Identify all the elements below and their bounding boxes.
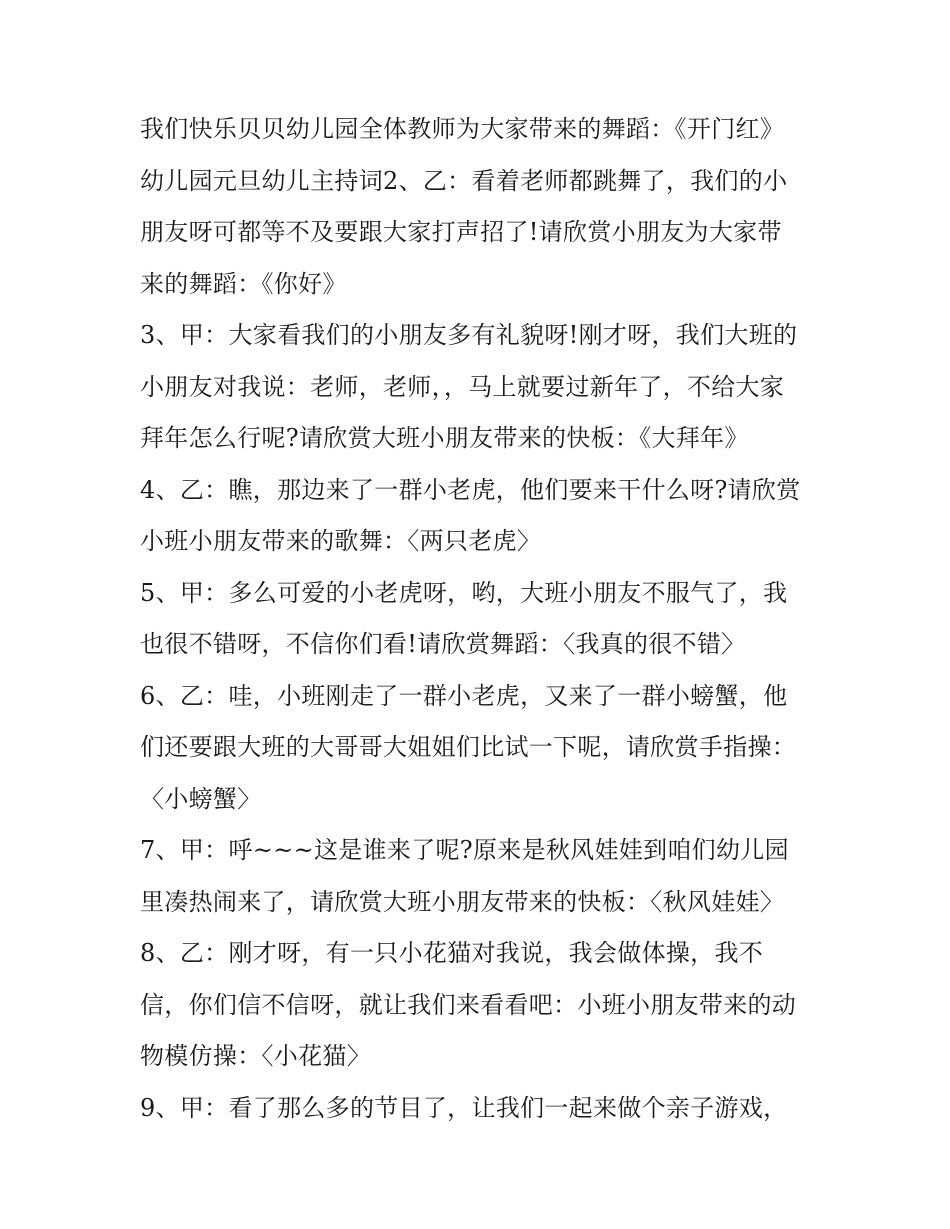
text-line: 物模仿操：〈小花猫〉: [140, 1042, 371, 1070]
text-line: 朋友呀可都等不及要跟大家打声招了!请欣赏小朋友为大家带: [140, 218, 782, 246]
document-body-text: [140, 104, 840, 1134]
text-line: 8、乙：刚才呀，有一只小花猫对我说，我会做体操，我不: [140, 939, 764, 967]
text-line: 幼儿园元旦幼儿主持词2、乙：看着老师都跳舞了，我们的小: [140, 166, 788, 195]
text-line: 7、甲：呼~~~这是谁来了呢?原来是秋风娃娃到咱们幼儿园: [140, 836, 789, 864]
text-line: 9、甲：看了那么多的节目了，让我们一起来做个亲子游戏，: [140, 1093, 788, 1122]
text-line: 6、乙：哇，小班刚走了一群小老虎，又来了一群小螃蟹，他: [140, 681, 788, 710]
text-line: 来的舞蹈：《你好》: [140, 269, 347, 298]
text-line: 小班小朋友带来的歌舞：〈两只老虎〉: [140, 527, 542, 555]
text-line: 5、甲：多么可爱的小老虎呀，哟，大班小朋友不服气了，我: [140, 578, 788, 607]
text-line: 〈小螃蟹〉: [140, 784, 262, 813]
text-line: 也很不错呀，不信你们看!请欣赏舞蹈：〈我真的很不错〉: [140, 630, 746, 658]
text-line: 们还要跟大班的大哥哥大姐姐们比试一下呢，请欣赏手指操：: [140, 733, 797, 761]
text-line: 拜年怎么行呢?请欣赏大班小朋友带来的快板：《大拜年》: [140, 424, 749, 452]
text-line: 小朋友对我说：老师，老师，，马上就要过新年了，不给大家: [140, 372, 785, 401]
text-line: 信，你们信不信呀，就让我们来看看吧：小班小朋友带来的动: [140, 990, 797, 1019]
text-line: 里凑热闹来了，请欣赏大班小朋友带来的快板：〈秋风娃娃〉: [140, 887, 785, 916]
text-line: 我们快乐贝贝幼儿园全体教师为大家带来的舞蹈：《开门红》: [140, 115, 785, 143]
text-line: 3、甲：大家看我们的小朋友多有礼貌呀!刚才呀，我们大班的: [140, 321, 798, 349]
text-line: 4、乙：瞧，那边来了一群小老虎，他们要来干什么呀?请欣赏: [140, 475, 801, 504]
